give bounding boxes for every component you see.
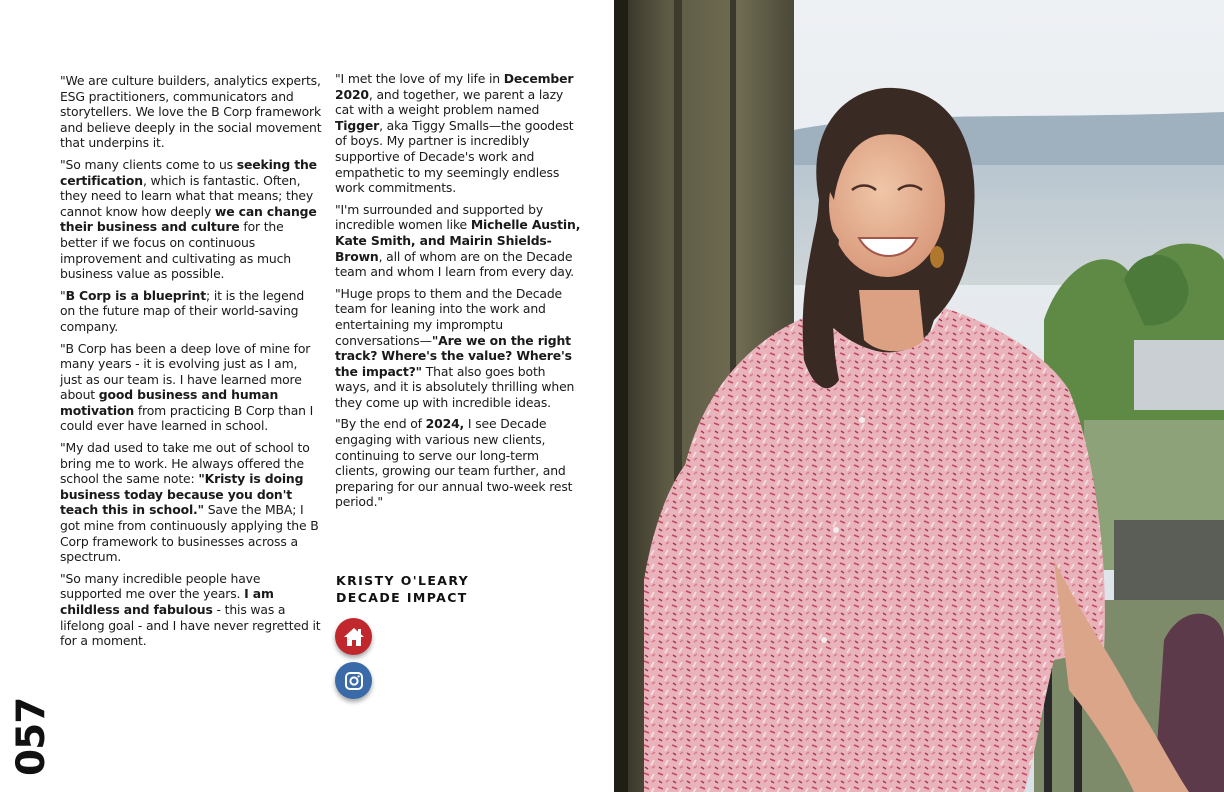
portrait-photo xyxy=(614,0,1224,792)
quote-paragraph xyxy=(335,286,583,411)
text-run: "I met the love of my life in xyxy=(335,71,504,86)
quote-paragraph xyxy=(335,202,583,280)
text-run: for the better if we focus on continuous improvement and cultivating as much business value as possible. xyxy=(60,219,291,282)
bold-text: Michelle Austin, Kate Smith, and Mairin Shields-Brown xyxy=(335,217,581,264)
bold-text: B Corp is a blueprint xyxy=(65,287,206,303)
bold-text: seeking the certification xyxy=(60,156,317,188)
quote-paragraph xyxy=(60,288,322,335)
quote-paragraph xyxy=(60,571,322,649)
text-run: "By the end of xyxy=(335,416,426,432)
bold-text: 2024, xyxy=(425,416,465,432)
text-run: " xyxy=(60,287,66,303)
page-number: 057 xyxy=(9,697,54,776)
quote-paragraph xyxy=(60,440,322,565)
right-text-column xyxy=(335,71,583,516)
bold-text: "Are we on the right track? Where's the value? Where's the impact?" xyxy=(335,332,572,379)
bold-text: December 2020 xyxy=(335,71,574,102)
text-run: - this was a lifelong goal - and I have never regretted it for a moment. xyxy=(60,602,321,649)
text-run: , aka Tiggy Smalls—the goodest of boys. My partner is incredibly supportive of Decade's work and empathetic to my seemingly endless work commitments. xyxy=(335,117,574,196)
instagram-icon xyxy=(344,671,364,691)
text-run: , and together, we parent a lazy cat with a weight problem named xyxy=(335,86,564,118)
bold-text: "Kristy is doing business today because you don't teach this in school." xyxy=(60,471,304,518)
home-button[interactable] xyxy=(335,618,372,655)
text-run: I see Decade engaging with various new clients, continuing to serve our long-term clients, growing our team further, and preparing for our annual two-week rest period." xyxy=(335,416,573,510)
author-company: DECADE IMPACT xyxy=(336,590,468,605)
quote-paragraph xyxy=(60,157,322,282)
bold-text: Tigger xyxy=(335,117,380,133)
bold-text: good business and human motivation xyxy=(60,387,279,418)
text-run: That also goes both ways, and it is absolutely thrilling when they come up with incredible ideas. xyxy=(335,363,575,410)
home-icon xyxy=(343,627,365,647)
quote-paragraph xyxy=(335,416,583,510)
bold-text: we can change their business and culture xyxy=(60,203,317,235)
text-run: , which is fantastic. Often, they need to learn what that means; they cannot know how deeply xyxy=(60,172,314,219)
text-run: "We are culture builders, analytics experts, ESG practitioners, communicators and storytellers. We love the B Corp framework and believe deeply in the social movement that underpins it. xyxy=(60,73,322,151)
quote-paragraph xyxy=(60,73,322,151)
text-run: "I'm surrounded and supported by incredible women like xyxy=(335,201,544,233)
text-run: "So many incredible people have supported me over the years. xyxy=(60,570,261,602)
text-run: "B Corp has been a deep love of mine for many years - it is evolving just as I am, just as our team is. I have learned more about xyxy=(60,340,311,403)
left-text-column xyxy=(60,73,322,655)
text-run: "So many clients come to us xyxy=(60,156,237,172)
quote-paragraph xyxy=(60,341,322,435)
author-signature xyxy=(336,572,469,606)
text-run: "My dad used to take me out of school to bring me to work. He always offered the school the same note: xyxy=(60,440,310,487)
text-run: Save the MBA; I got mine from continuously applying the B Corp framework to businesses across a spectrum. xyxy=(60,502,319,565)
instagram-button[interactable] xyxy=(335,662,372,699)
bold-text: I am childless and fabulous xyxy=(60,586,274,617)
text-run: , all of whom are on the Decade team and whom I learn from every day. xyxy=(335,248,574,280)
text-run: from practicing B Corp than I could ever have learned in school. xyxy=(60,402,314,434)
text-run: "Huge props to them and the Decade team for leaning into the work and entertaining my impromptu conversations— xyxy=(335,285,563,348)
author-name: KRISTY O'LEARY xyxy=(336,573,470,588)
quote-paragraph xyxy=(335,71,583,196)
text-run: ; it is the legend on the future map of their world-saving company. xyxy=(60,287,305,334)
